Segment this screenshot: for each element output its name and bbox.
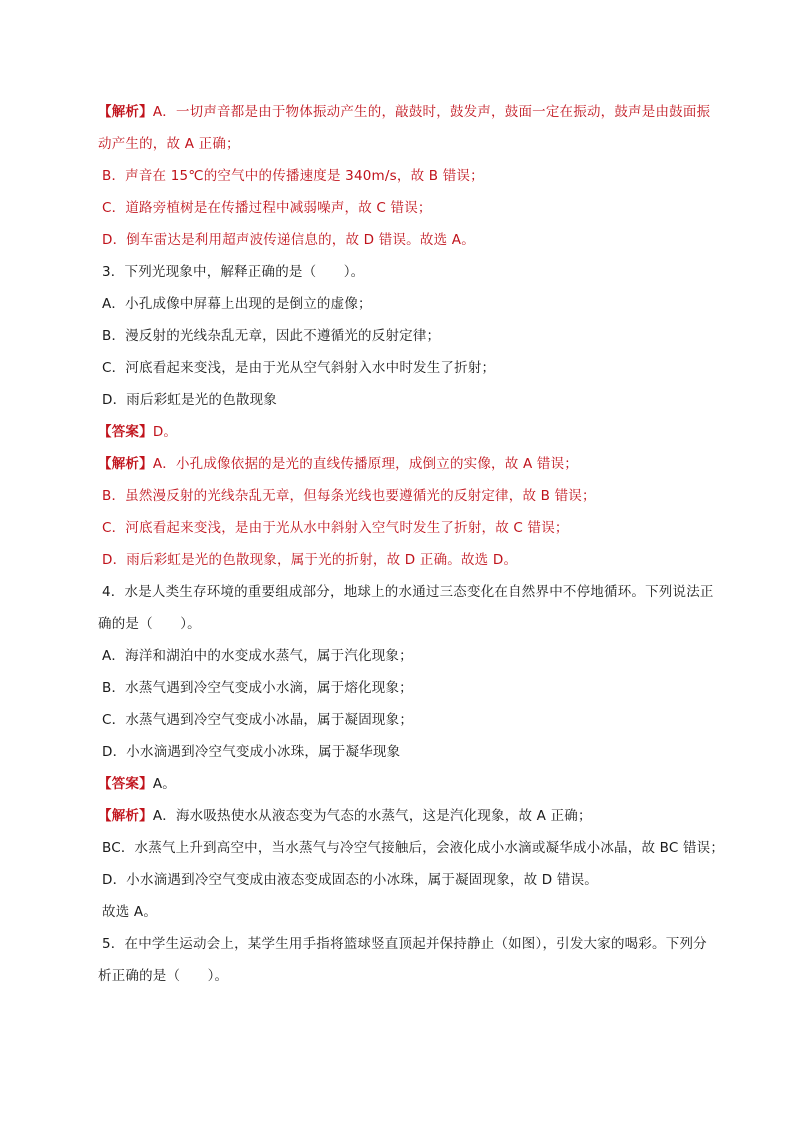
analysis-tag: 【解析】 <box>98 808 153 824</box>
q4-option-b: B．水蒸气遇到冷空气变成小水滴，属于熔化现象； <box>102 680 413 696</box>
q4-option-a: A．海洋和湖泊中的水变成水蒸气，属于汽化现象； <box>102 648 413 664</box>
q4-conclusion: 故选 A。 <box>102 904 158 920</box>
q3-analysis-d: D．雨后彩虹是光的色散现象，属于光的折射，故 D 正确。故选 D。 <box>102 552 518 568</box>
q5-stem-line1: 5．在中学生运动会上，某学生用手指将篮球竖直顶起并保持静止（如图），引发大家的喝彩。下列分 <box>102 936 707 952</box>
q4-analysis-a: 【解析】A．海水吸热使水从液态变为气态的水蒸气，这是汽化现象，故 A 正确； <box>98 808 592 824</box>
q3-option-c: C．河底看起来变浅，是由于光从空气斜射入水中时发生了折射； <box>102 360 496 376</box>
q3-answer: 【答案】D。 <box>98 424 178 440</box>
q2-analysis-a-line1: 【解析】A．一切声音都是由于物体振动产生的，敲鼓时，鼓发声，鼓面一定在振动，鼓声是由鼓面振 <box>98 104 711 120</box>
q3-analysis-b: B．虽然漫反射的光线杂乱无章，但每条光线也要遵循光的反射定律，故 B 错误； <box>102 488 596 504</box>
q5-stem-line2: 析正确的是（ ）。 <box>98 968 229 984</box>
q3-option-a: A．小孔成像中屏幕上出现的是倒立的虚像； <box>102 296 372 312</box>
answer-tag: 【答案】 <box>98 424 153 440</box>
q3-stem: 3．下列光现象中，解释正确的是（ ）。 <box>102 264 365 280</box>
q4-analysis-d: D．小水滴遇到冷空气变成由液态变成固态的小冰珠，属于凝固现象，故 D 错误。 <box>102 872 598 888</box>
q4-stem-line2: 确的是（ ）。 <box>98 616 201 632</box>
q3-option-b: B．漫反射的光线杂乱无章，因此不遵循光的反射定律； <box>102 328 441 344</box>
answer-tag: 【答案】 <box>98 776 153 792</box>
q2-analysis-c: C．道路旁植树是在传播过程中减弱噪声，故 C 错误； <box>102 200 432 216</box>
q3-option-d: D．雨后彩虹是光的色散现象 <box>102 392 277 408</box>
analysis-tag: 【解析】 <box>98 104 153 120</box>
q4-analysis-bc: BC．水蒸气上升到高空中，当水蒸气与冷空气接触后，会液化成小水滴或凝华成小冰晶，故 BC 错误； <box>102 840 725 856</box>
q3-analysis-c: C．河底看起来变浅，是由于光从水中斜射入空气时发生了折射，故 C 错误； <box>102 520 569 536</box>
document-content <box>98 96 725 992</box>
q4-option-c: C．水蒸气遇到冷空气变成小冰晶，属于凝固现象； <box>102 712 414 728</box>
q4-answer: 【答案】A。 <box>98 776 176 792</box>
q2-analysis-a-line2: 动产生的，故 A 正确； <box>98 136 240 152</box>
q4-stem-line1: 4．水是人类生存环境的重要组成部分，地球上的水通过三态变化在自然界中不停地循环。下列说法正 <box>102 584 714 600</box>
analysis-tag: 【解析】 <box>98 456 153 472</box>
q3-analysis-a: 【解析】A．小孔成像依据的是光的直线传播原理，成倒立的实像，故 A 错误； <box>98 456 578 472</box>
q2-analysis-d: D．倒车雷达是利用超声波传递信息的，故 D 错误。故选 A。 <box>102 232 475 248</box>
q2-analysis-b: B．声音在 15℃的空气中的传播速度是 340m/s，故 B 错误； <box>102 168 484 184</box>
q4-option-d: D．小水滴遇到冷空气变成小冰珠，属于凝华现象 <box>102 744 401 760</box>
